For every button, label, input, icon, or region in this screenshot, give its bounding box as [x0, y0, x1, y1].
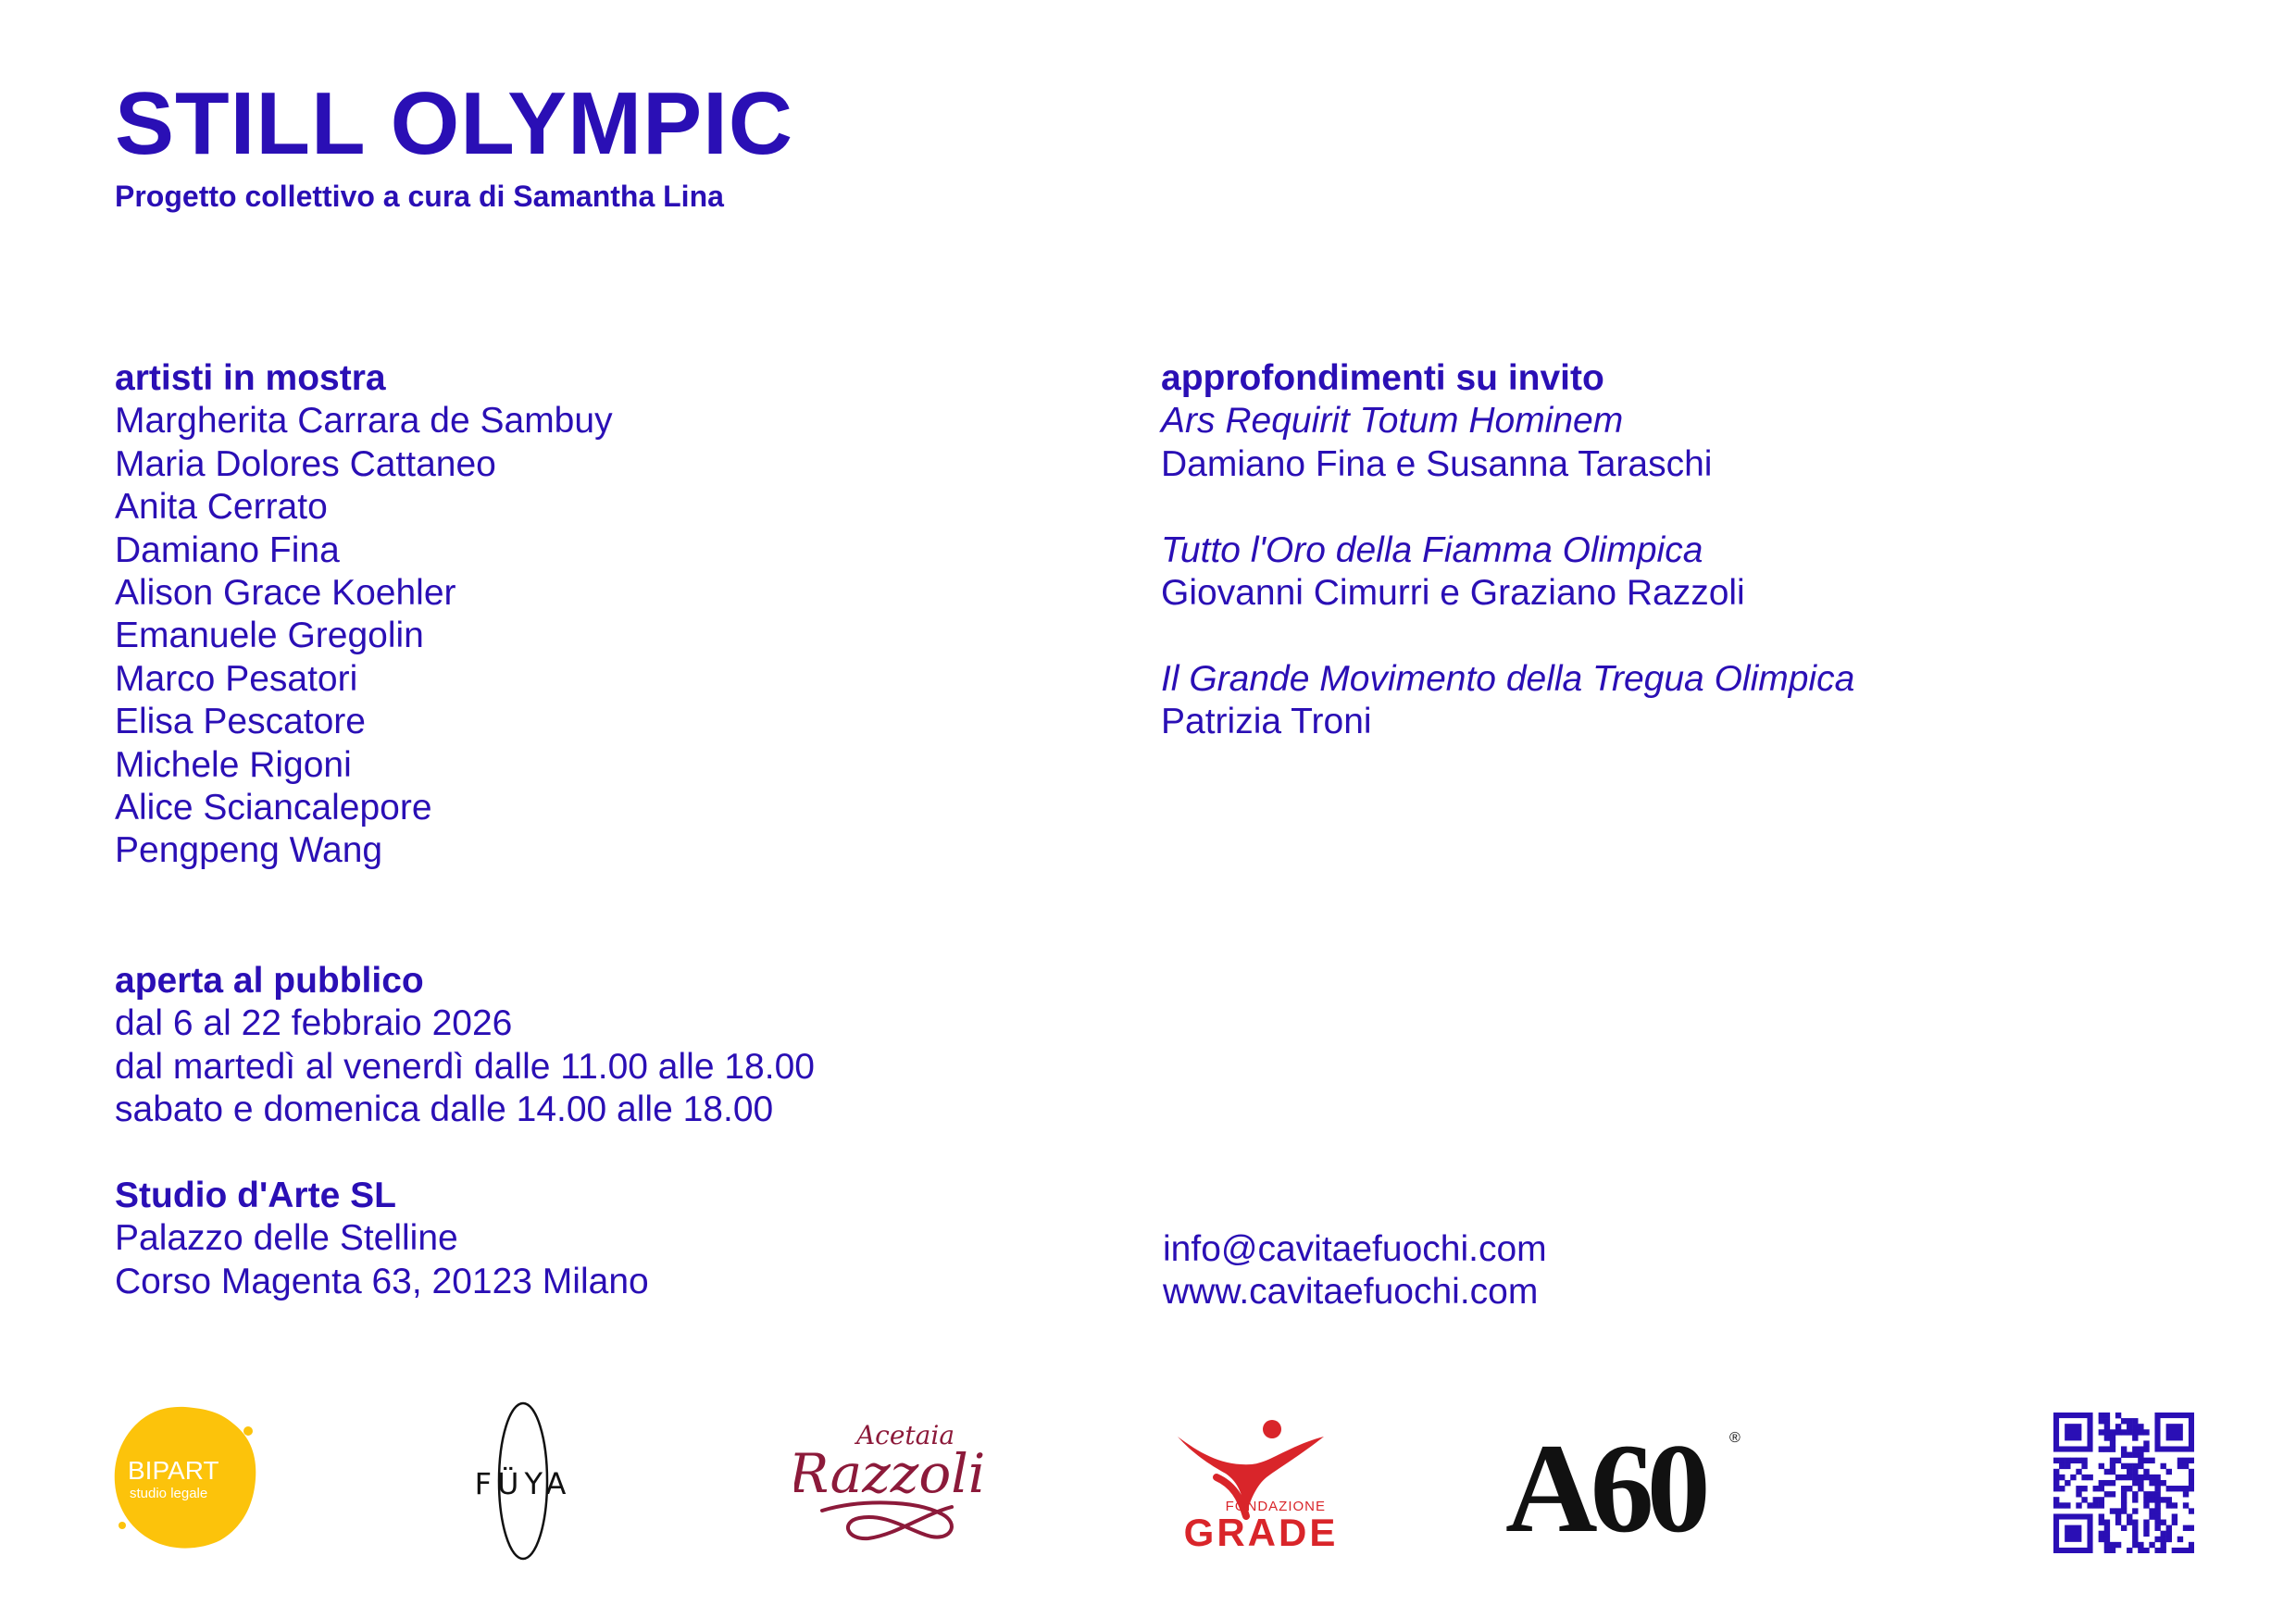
venue-section — [115, 1175, 649, 1303]
artist-name: Alice Sciancalepore — [115, 788, 432, 828]
exhibition-title: STILL OLYMPIC — [115, 74, 794, 173]
talk-speakers: Giovanni Cimurri e Graziano Razzoli — [1161, 573, 1745, 614]
razzoli-line1: Acetaia — [855, 1420, 955, 1450]
venue-line: Corso Magenta 63, 20123 Milano — [115, 1261, 649, 1301]
talk-title: Tutto l'Oro della Fiamma Olimpica — [1161, 529, 1703, 570]
talk-title: Ars Requirit Totum Hominem — [1161, 401, 1624, 442]
artists-heading: artisti in mostra — [115, 358, 386, 398]
hours-line: sabato e domenica dalle 14.00 alle 18.00 — [115, 1089, 774, 1130]
fuya-name: FÜYA — [474, 1466, 572, 1501]
artist-name: Damiano Fina — [115, 529, 340, 570]
artist-name: Margherita Carrara de Sambuy — [115, 401, 613, 442]
artist-name: Elisa Pescatore — [115, 702, 366, 742]
razzoli-script-icon — [794, 1411, 998, 1550]
bipart-name: BIPART — [128, 1456, 219, 1485]
curator-subtitle: Progetto collettivo a cura di Samantha Lina — [115, 180, 724, 213]
a60-registered-mark: ® — [1729, 1430, 1741, 1446]
qr-code[interactable] — [2053, 1413, 2194, 1553]
talks-section — [1161, 357, 1854, 744]
artist-name: Marco Pesatori — [115, 658, 358, 699]
artist-name: Alison Grace Koehler — [115, 573, 456, 614]
artist-name: Anita Cerrato — [115, 487, 328, 528]
hours-line: dal 6 al 22 febbraio 2026 — [115, 1003, 513, 1044]
a60-wordmark-icon — [1504, 1422, 1744, 1542]
razzoli-logo — [794, 1411, 998, 1550]
bipart-tagline: studio legale — [130, 1486, 208, 1501]
venue-line: Palazzo delle Stelline — [115, 1218, 458, 1259]
artists-section — [115, 357, 613, 873]
razzoli-line2: Razzoli — [794, 1442, 986, 1505]
artist-name: Emanuele Gregolin — [115, 616, 424, 656]
artist-name: Pengpeng Wang — [115, 830, 383, 871]
contact-website[interactable]: www.cavitaefuochi.com — [1163, 1272, 1539, 1313]
fuya-logo — [472, 1398, 574, 1564]
a60-name: A60 — [1505, 1422, 1703, 1542]
talk-speakers: Damiano Fina e Susanna Taraschi — [1161, 443, 1713, 484]
grade-figure-icon — [1168, 1409, 1354, 1557]
venue-heading: Studio d'Arte SL — [115, 1176, 396, 1215]
qr-code-icon — [2053, 1413, 2194, 1553]
talk-speakers: Patrizia Troni — [1161, 702, 1372, 742]
bipart-splash-icon — [111, 1403, 259, 1551]
grade-line1: FONDAZIONE — [1225, 1499, 1326, 1514]
talks-heading: approfondimenti su invito — [1161, 358, 1604, 398]
contact-section — [1163, 1228, 1547, 1314]
talk-title: Il Grande Movimento della Tregua Olimpica — [1161, 658, 1855, 699]
a60-logo — [1504, 1422, 1744, 1542]
artist-name: Michele Rigoni — [115, 744, 352, 785]
bipart-logo — [111, 1403, 259, 1551]
hours-line: dal martedì al venerdì dalle 11.00 alle 18.00 — [115, 1046, 815, 1087]
artist-name: Maria Dolores Cattaneo — [115, 443, 496, 484]
fuya-oval-icon — [472, 1398, 574, 1564]
grade-logo — [1168, 1409, 1354, 1557]
grade-line2: GRADE — [1183, 1511, 1339, 1554]
hours-heading: aperta al pubblico — [115, 961, 424, 1001]
hours-section — [115, 960, 815, 1132]
contact-email[interactable]: info@cavitaefuochi.com — [1163, 1229, 1547, 1269]
